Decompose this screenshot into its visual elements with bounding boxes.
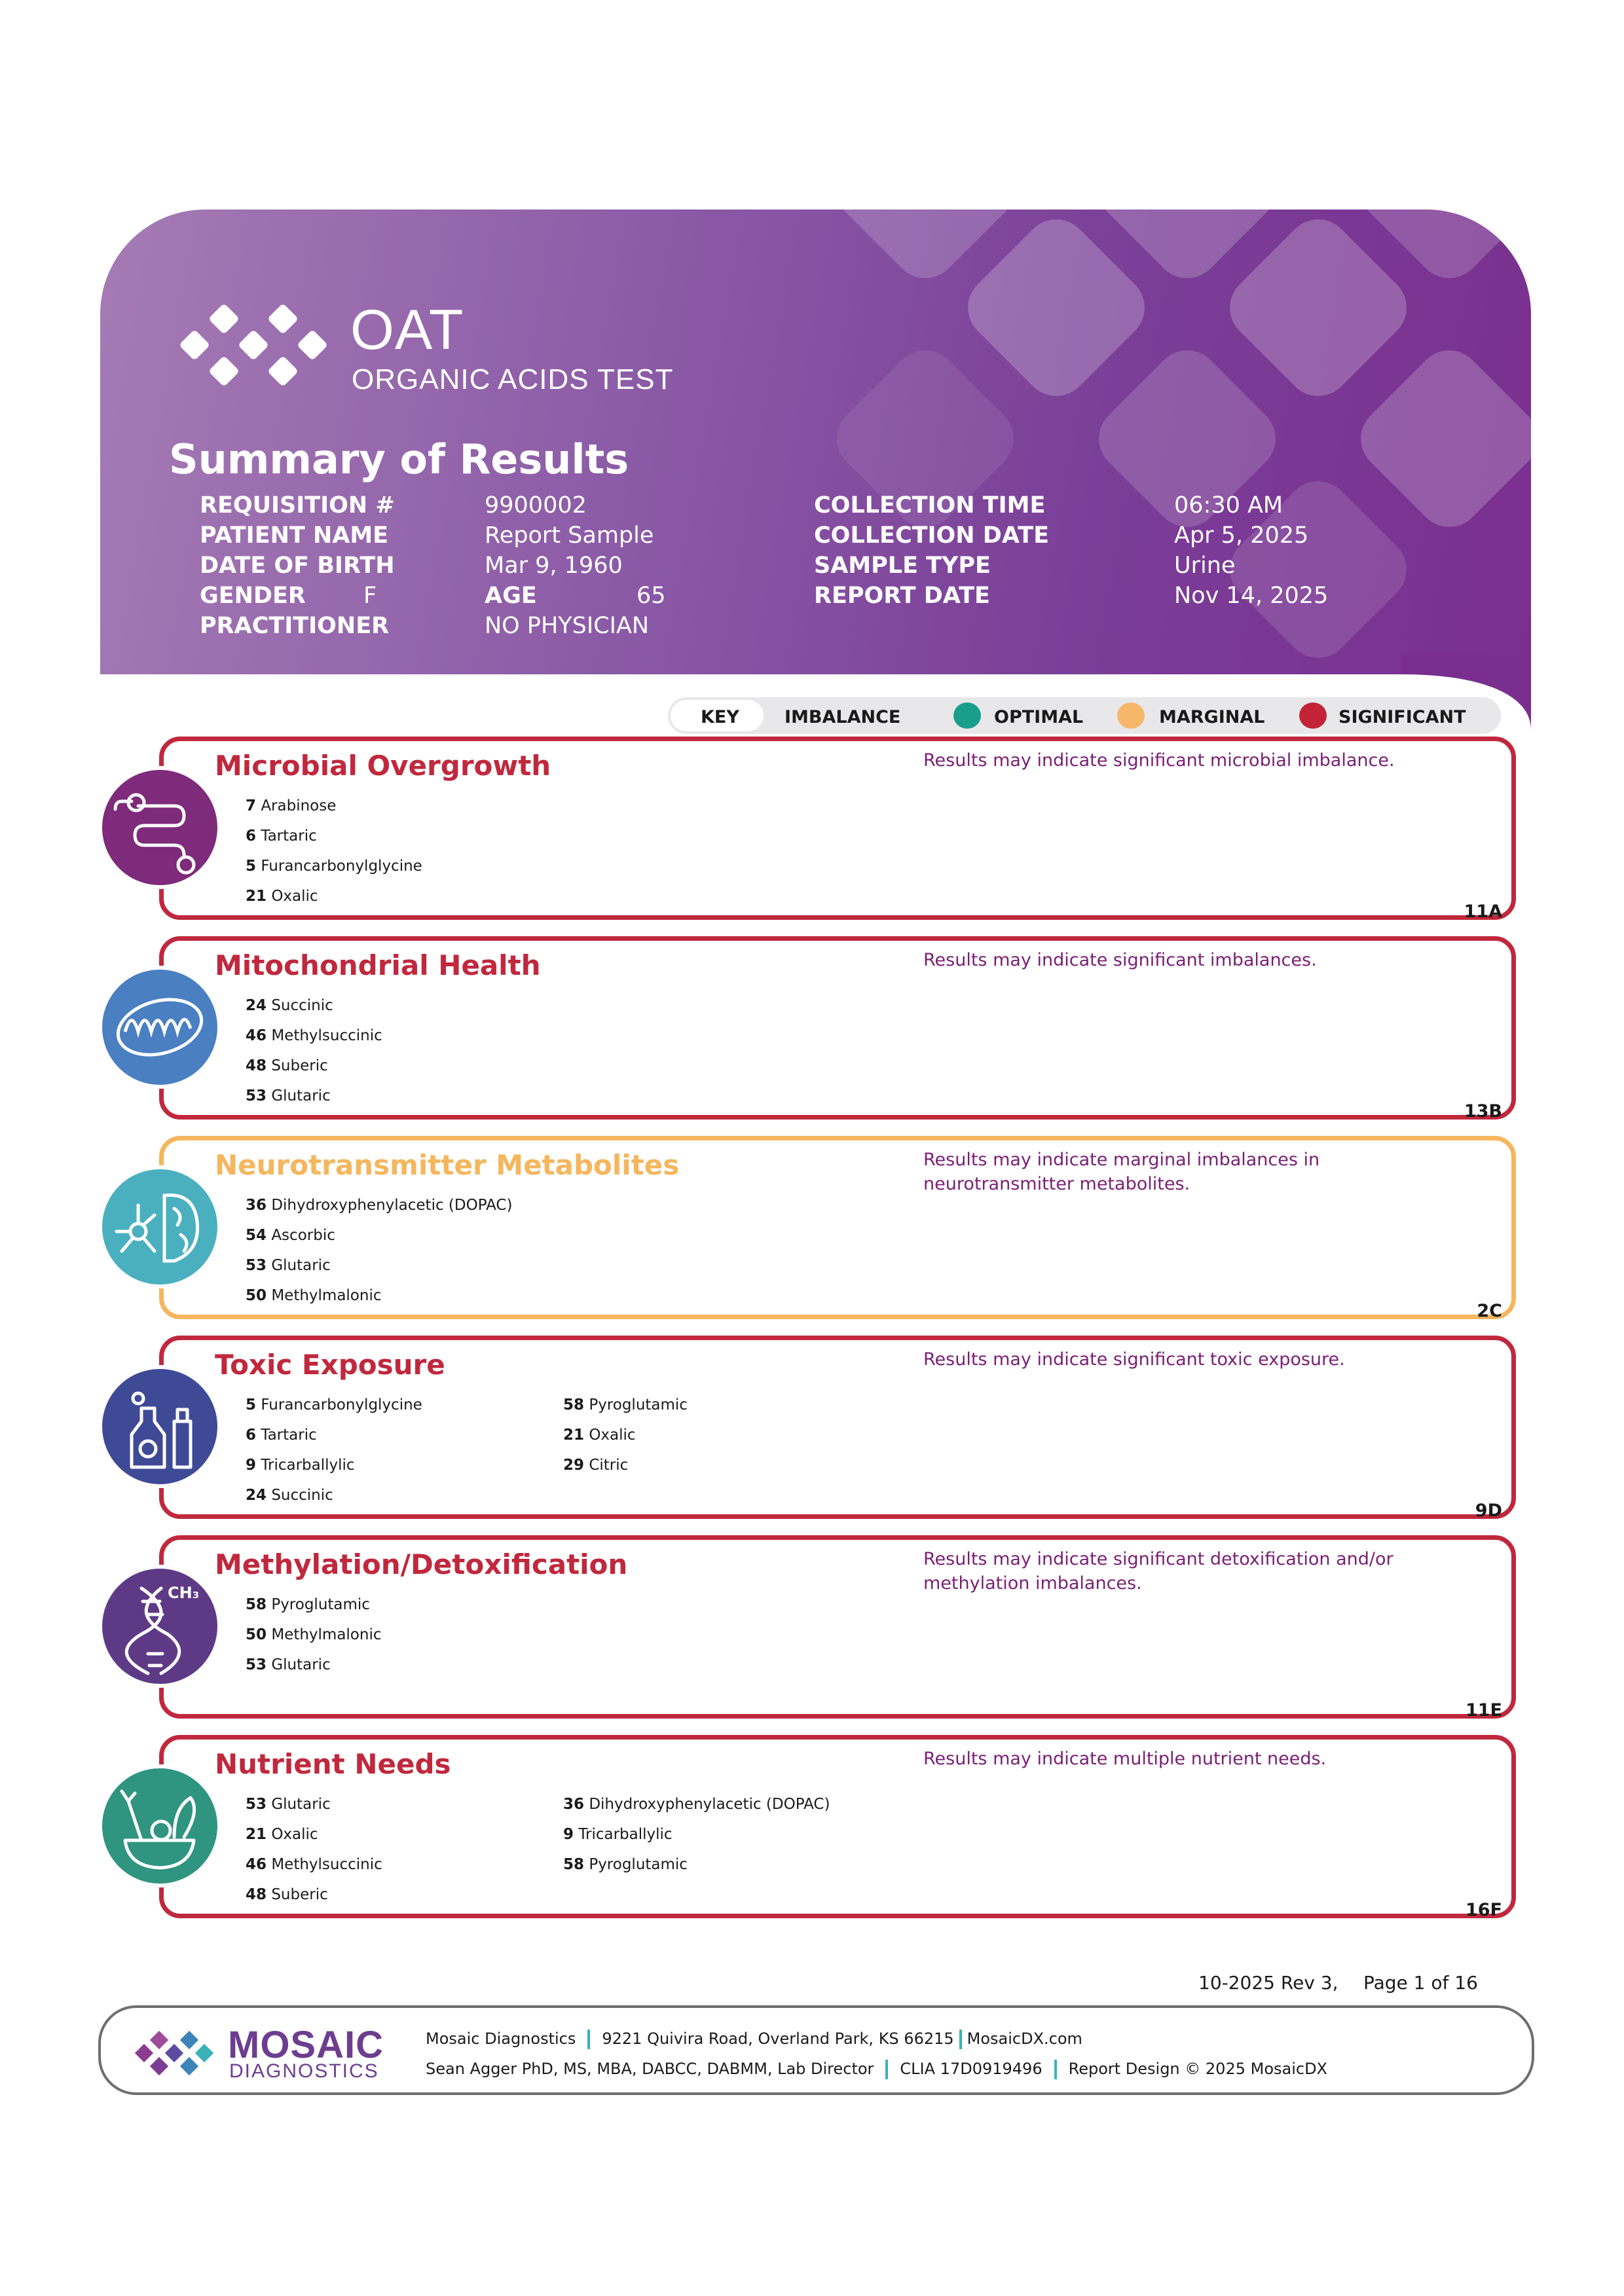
marker-item: 58 Pyroglutamic [563,1396,688,1413]
marker-item: 48 Suberic [246,1886,328,1903]
practitioner-value: NO PHYSICIAN [485,613,650,639]
section-code-methylation: 11E [1465,1700,1502,1721]
section-code-microbial: 11A [1464,902,1502,922]
marker-item: 50 Methylmalonic [246,1287,382,1304]
report-date-value: Nov 14, 2025 [1174,583,1329,609]
marker-item: 53 Glutaric [246,1257,331,1274]
marker-item: 53 Glutaric [246,1656,331,1673]
marker-item: 5 Furancarbonylglycine [246,1396,422,1413]
brain-neuron-icon [102,1169,217,1285]
legend-significant-label: SIGNIFICANT [1338,707,1466,727]
footer-director: Sean Agger PhD, MS, MBA, DABCC, DABMM, Lab Director [426,2060,874,2078]
legend-significant-dot [1299,702,1327,729]
marker-item: 58 Pyroglutamic [563,1856,688,1873]
marker-item: 6 Tartaric [246,828,317,845]
marker-item: 21 Oxalic [246,888,318,905]
marker-item: 21 Oxalic [563,1427,636,1444]
legend-marginal-label: MARGINAL [1159,707,1265,727]
marker-item: 53 Glutaric [246,1796,331,1813]
patient-label: PATIENT NAME [200,522,389,549]
marker-item: 5 Furancarbonylglycine [246,858,422,875]
section-message-neurotransmitter: Results may indicate marginal imbalances in neurotransmitter metabolites. [923,1150,1320,1194]
dna-ch3-icon [102,1569,217,1684]
section-title-mitochondrial: Mitochondrial Health [215,949,541,981]
dob-label: DATE OF BIRTH [200,553,395,579]
section-icon-methylation [98,1565,221,1688]
section-code-neurotransmitter: 2C [1477,1301,1502,1321]
footer-company: Mosaic Diagnostics [426,2030,576,2048]
legend-key-label: KEY [701,707,739,727]
mosaic-logo-icon [134,2028,223,2081]
toxic-bottle-icon [102,1369,217,1484]
footer-clia: CLIA 17D0919496 [900,2060,1043,2078]
section-icon-nutrient [98,1764,221,1887]
page-number: Page 1 of 16 [1363,1972,1478,1994]
age-label: AGE [485,583,537,609]
section-message-methylation: Results may indicate significant detoxification and/or methylation imbalances. [923,1549,1393,1594]
page-title: Summary of Results [169,435,629,483]
section-title-microbial: Microbial Overgrowth [215,750,551,782]
marker-item: 36 Dihydroxyphenylacetic (DOPAC) [563,1796,830,1813]
patient-value: Report Sample [485,522,654,549]
oat-logo-icon [177,301,334,393]
marker-item: 46 Methylsuccinic [246,1027,382,1044]
brand-subtitle: ORGANIC ACIDS TEST [352,363,674,395]
section-message-nutrient: Results may indicate multiple nutrient needs. [923,1749,1327,1769]
gender-label: GENDER [200,583,306,609]
section-title-methylation: Methylation/Detoxification [215,1548,628,1580]
footer-line-2 [426,2060,1327,2079]
dob-value: Mar 9, 1960 [485,553,623,579]
collection-date-value: Apr 5, 2025 [1174,522,1309,549]
legend-optimal-label: OPTIMAL [994,707,1084,727]
report-date-label: REPORT DATE [814,583,990,609]
marker-item: 24 Succinic [246,1487,333,1504]
footer-copyright: Report Design © 2025 MosaicDX [1068,2060,1327,2078]
footer-address: 9221 Quivira Road, Overland Park, KS 66215 [602,2030,954,2048]
collection-time-value: 06:30 AM [1174,492,1283,519]
section-icon-neurotransmitter [98,1165,221,1288]
company-subtitle: DIAGNOSTICS [229,2060,379,2082]
section-message-toxic: Results may indicate significant toxic exposure. [923,1349,1345,1370]
sample-type-label: SAMPLE TYPE [814,553,991,579]
section-title-toxic: Toxic Exposure [215,1349,445,1381]
marker-item: 21 Oxalic [246,1826,318,1843]
marker-item: 6 Tartaric [246,1427,317,1444]
section-message-microbial: Results may indicate significant microbial imbalance. [923,750,1395,771]
section-title-nutrient: Nutrient Needs [215,1748,451,1780]
intestine-microbe-icon [102,770,217,885]
section-icon-microbial [98,766,221,889]
legend-imbalance-label: IMBALANCE [784,707,901,727]
legend-marginal-dot [1117,702,1145,729]
section-code-mitochondrial: 13B [1464,1101,1502,1121]
company-name: MOSAIC [228,2024,384,2066]
age-value: 65 [637,583,666,609]
section-message-mitochondrial: Results may indicate significant imbalances. [923,950,1317,970]
marker-item: 9 Tricarballylic [563,1826,673,1843]
marker-item: 9 Tricarballylic [246,1457,355,1474]
collection-time-label: COLLECTION TIME [814,492,1046,519]
gender-value: F [363,583,377,609]
marker-item: 36 Dihydroxyphenylacetic (DOPAC) [246,1197,513,1214]
marker-item: 54 Ascorbic [246,1227,335,1244]
marker-item: 58 Pyroglutamic [246,1596,370,1613]
marker-item: 46 Methylsuccinic [246,1856,382,1873]
collection-date-label: COLLECTION DATE [814,522,1049,549]
legend-optimal-dot [953,702,981,729]
marker-item: 48 Suberic [246,1057,328,1074]
sample-type-value: Urine [1174,553,1236,579]
brand-title: OAT [350,299,464,361]
svg-text:CH₃: CH₃ [168,1584,200,1602]
revision-text: 10-2025 Rev 3, [1198,1972,1338,1994]
marker-item: 7 Arabinose [246,797,337,814]
footer-line-1 [426,2030,1082,2049]
practitioner-label: PRACTITIONER [200,613,390,639]
marker-item: 50 Methylmalonic [246,1626,382,1643]
section-icon-toxic [98,1365,221,1488]
requisition-label: REQUISITION # [200,492,395,519]
marker-item: 53 Glutaric [246,1087,331,1104]
section-code-nutrient: 16F [1465,1900,1502,1920]
marker-item: 29 Citric [563,1457,629,1474]
requisition-value: 9900002 [485,492,587,519]
section-title-neurotransmitter: Neurotransmitter Metabolites [215,1149,680,1181]
section-icon-mitochondrial [98,966,221,1089]
footer-website-link[interactable]: MosaicDX.com [967,2030,1082,2048]
mitochondria-icon [102,970,217,1085]
section-code-toxic: 9D [1475,1501,1502,1521]
vegetables-bowl-icon [102,1768,217,1884]
marker-item: 24 Succinic [246,997,333,1014]
